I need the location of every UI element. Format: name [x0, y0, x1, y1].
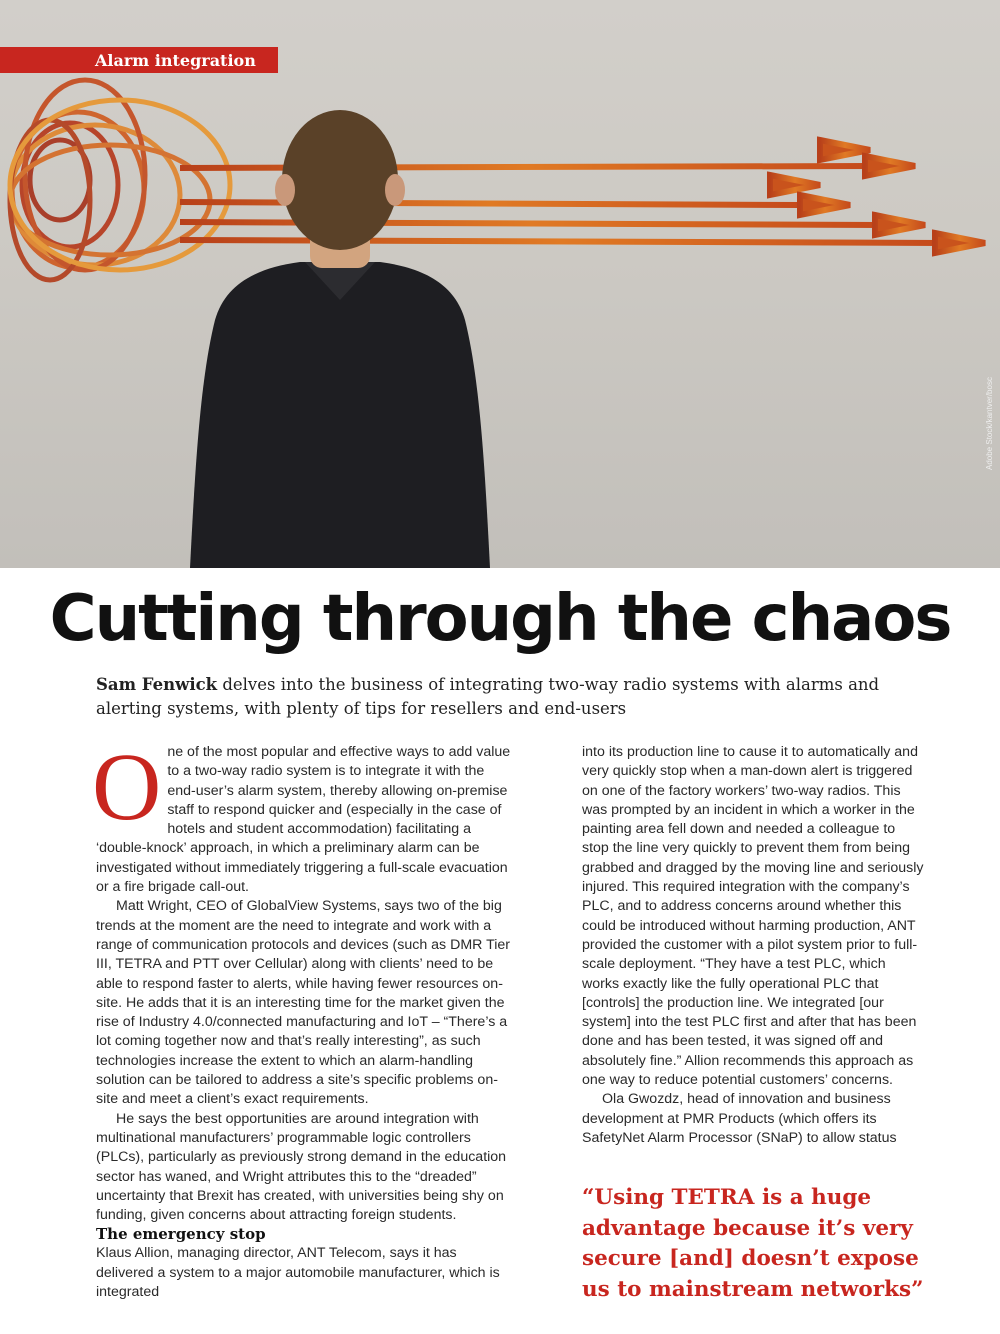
paragraph: Ola Gwozdz, head of innovation and business development at PMR Products (which offers its SafetyNet Alarm Processor (SNaP) to allow status [582, 1091, 897, 1146]
hero-image [0, 0, 1000, 568]
paragraph: into its production line to cause it to automatically and very quickly stop when a man-down alert is triggered on one of the factory workers’ two-way radios. This was prompted by an incident in which a worker in the painting area fell down and needed a colleague to stop the line very quickly to prevent them from being grabbed and dragged by the moving line and seriously injured. This required integration with the company’s PLC, and to address concerns around whether this could be introduced without harming production, ANT provided the customer with a pilot system prior to full-scale deployment. “They have a test PLC, which works exactly like the fully operational PLC that [controls] the production line. We integrated [our system] into the test PLC first and after that has been done and has been tested, it was signed off and absolutely fine.” Allion recommends this approach as one way to reduce potential customers’ concerns. [582, 744, 924, 1089]
man-silhouette [190, 110, 490, 568]
section-tag-label: Alarm integration [95, 50, 256, 70]
photo-credit: Adobe Stock/kantver/bosc [985, 377, 994, 470]
chaos-arrows-illustration [0, 0, 1000, 568]
paragraph: Matt Wright, CEO of GlobalView Systems, says two of the big trends at the moment are the need to integrate and work with a range of communication protocols and devices (such as DMR Tier III, TETRA and PTT over Cellular) along with clients’ need to be able to respond faster to alerts, while having fewer resources on-site. He adds that it is an interesting time for the market given the rise of Industry 4.0/connected manufacturing and IoT – “There’s a lot coming together now and that’s really interesting”, as such technologies increase the extent to which an alarm-handling solution can be tailored to address a site’s specific problems on-site and meet a client’s exact requirements. [96, 898, 510, 1108]
paragraph [92, 733, 516, 897]
paragraph: Klaus Allion, managing director, ANT Telecom, says it has delivered a system to a major automobile manufacturer, which is integrated [96, 1245, 500, 1301]
pull-quote: “Using TETRA is a huge advantage because it’s very secure [and] doesn’t expose us to mainstream networks” [582, 1185, 924, 1302]
drop-cap: O [92, 733, 162, 840]
author-name: Sam Fenwick [96, 675, 218, 694]
section-tag [0, 47, 278, 73]
article-column-left [92, 733, 516, 1302]
paragraph: He says the best opportunities are around integration with multinational manufacturers’ programmable logic controllers (PLCs), particularly as previously strong demand in the education sector has waned, and Wright attributes this to the “dreaded” uncertainty that Brexit has created, with universities being shy on funding, given concerns about attracting foreign students. [96, 1110, 507, 1224]
standfirst [96, 673, 916, 721]
tangled-lines [10, 80, 230, 280]
subheading: The emergency stop [96, 1225, 266, 1244]
paragraph-text: ne of the most popular and effective ways to add value to a two-way radio system is to integrate it with the end-user’s alarm system, thereby allowing on-premise staff to respond quicker and (especially in the case of hotels and student accommodation) facilitating a ‘double-knock’ approach, in which a preliminary alarm can be investigated without immediately triggering a full-scale evacuation or a fire brigade call-out. [96, 744, 511, 896]
headline: Cutting through the chaos [49, 582, 951, 656]
article-column-right [582, 743, 924, 1148]
standfirst-text: delves into the business of integrating two-way radio systems with alarms and alerting systems, with plenty of tips for resellers and end-users [96, 675, 880, 718]
